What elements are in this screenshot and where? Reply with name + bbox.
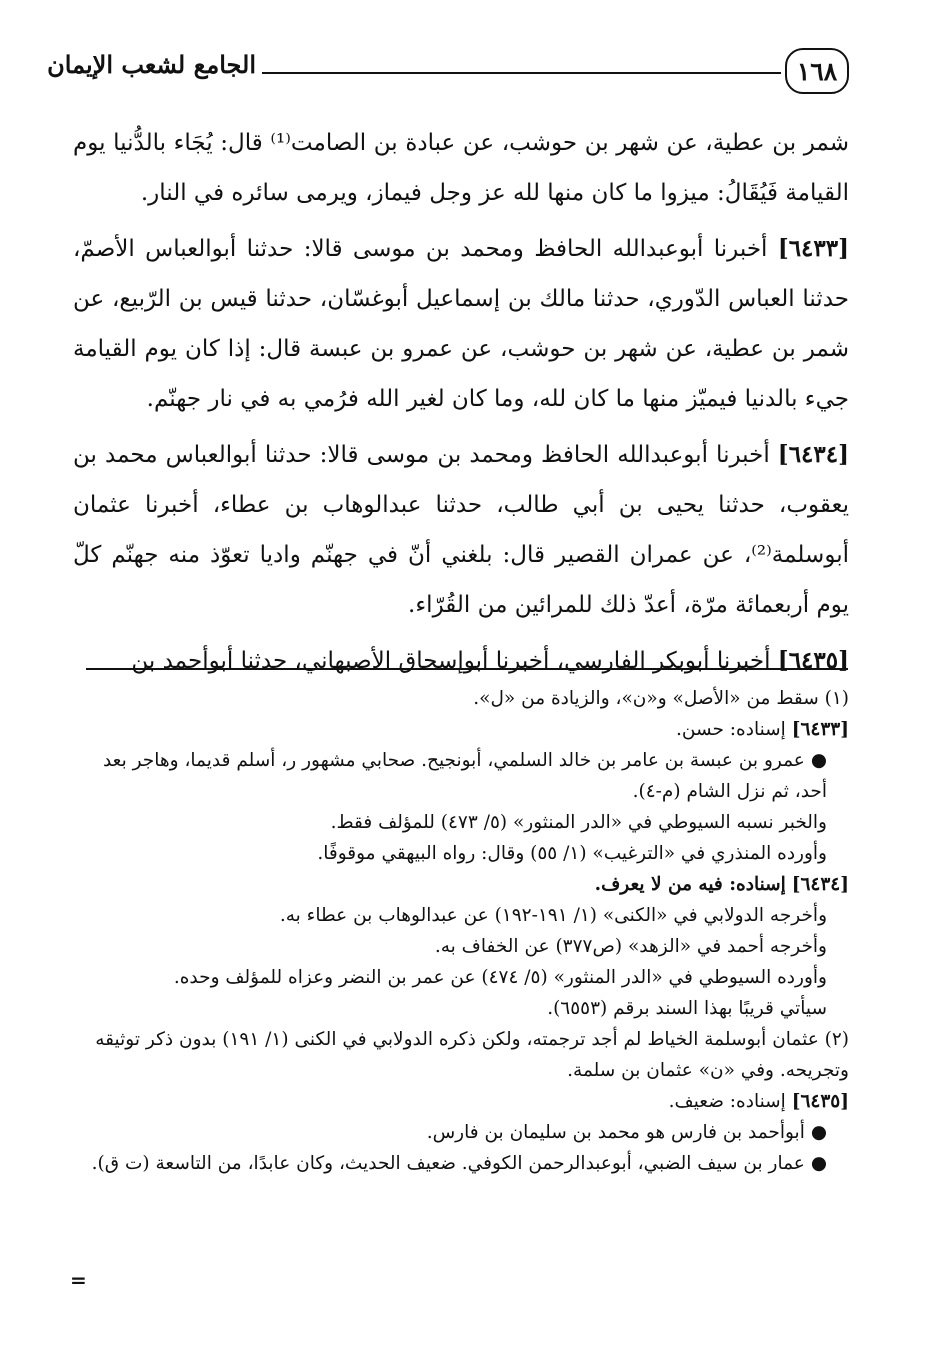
main-text (73, 118, 849, 692)
note-6433-line: وأورده المنذري في «الترغيب» (١/ ٥٥) وقال: رواه البيهقي موقوفًا. (317, 843, 827, 864)
note-6433-line: والخبر نسبه السيوطي في «الدر المنثور» (٥/ ٤٧٣) للمؤلف فقط. (330, 812, 827, 833)
hadith-6435 (73, 636, 849, 686)
note-6434-line: وأورده السيوطي في «الدر المنثور» (٥/ ٤٧٤) عن عمر بن النضر وعزاه للمؤلف وحده. (173, 967, 827, 988)
footnote-1: (١) سقط من «الأصل» و«ن»، والزيادة من «ل». (473, 688, 849, 709)
hadith-text: أخبرنا أبوبكر الفارسي، أخبرنا أبوإسحاق الأصبهاني، حدثنا أبوأحمد بن (131, 648, 771, 674)
note-text: أبوأحمد بن فارس هو محمد بن سليمان بن فارس. (426, 1122, 805, 1143)
note-number: [٦٤٣٣] (791, 719, 849, 740)
bullet-icon: ● (810, 1153, 827, 1174)
bullet-icon: ● (810, 1122, 827, 1143)
bullet-icon: ● (810, 750, 827, 771)
note-text: عمرو بن عبسة بن عامر بن خالد السلمي، أبونجيح. صحابي مشهور ر، أسلم قديما، وهاجر بعد أحد، ثم نزل الشام (م-٤). (102, 750, 827, 802)
hadith-6434 (73, 430, 849, 630)
continuation-mark: = (70, 1268, 87, 1292)
footnotes (73, 683, 849, 1179)
note-text: إسناده: فيه من لا يعرف. (594, 874, 786, 895)
hadith-6433 (73, 224, 849, 424)
note-number: [٦٤٣٥] (791, 1091, 849, 1112)
book-title: الجامع لشعب الإيمان (47, 50, 256, 79)
note-6433-bullet (73, 745, 849, 807)
note-6435-bullet (73, 1117, 849, 1148)
footnote-2: (٢) عثمان أبوسلمة الخياط لم أجد ترجمته، ولكن ذكره الدولابي في الكنى (١/ ١٩١) بدون ذكر توثيقه وتجريحه. وفي «ن» عثمان بن سلمة. (95, 1029, 849, 1081)
header-rule (262, 72, 781, 74)
note-number: [٦٤٣٤] (791, 874, 849, 895)
hadith-number: [٦٤٣٤] (777, 441, 849, 468)
hadith-text: أخبرنا أبوعبدالله الحافظ ومحمد بن موسى قالا: حدثنا أبوالعباس الأصمّ، حدثنا العباس الدّوري، حدثنا مالك بن إسماعيل أبوغسّان، حدثنا قيس بن الرّبيع، عن شمر بن عطية، عن شهر بن حوشب، عن عمرو بن عبسة قال: إذا كان يوم القيامة جيء بالدنيا فيميّز منها ما كان لله، وما كان لغير الله فرُمي به في نار جهنّم. (73, 236, 849, 412)
paragraph-continuation: شمر بن عطية، عن شهر بن حوشب، عن عبادة بن الصامت⁽¹⁾ قال: يُجَاء بالدُّنيا يوم القيامة فَيُقَالُ: ميزوا ما كان منها لله عز وجل فيماز، ويرمى سائره في النار. (73, 130, 849, 206)
note-6434-heading (73, 869, 849, 900)
note-text: إسناده: حسن. (676, 719, 786, 740)
note-6435-bullet (73, 1148, 849, 1179)
hadith-text: أخبرنا أبوعبدالله الحافظ ومحمد بن موسى قالا: حدثنا أبوالعباس محمد بن يعقوب، حدثنا يحيى بن أبي طالب، حدثنا عبدالوهاب بن عطاء، أخبرنا عثمان أبوسلمة⁽²⁾، عن عمران القصير قال: بلغني أنّ في جهنّم واديا تعوّذ منه جهنّم كلّ يوم أربعمائة مرّة، أعدّ ذلك للمرائين من القُرّاء. (73, 442, 849, 618)
footnote-separator (86, 668, 848, 670)
hadith-number: [٦٤٣٣] (777, 235, 850, 262)
note-6433-heading (73, 714, 849, 745)
hadith-number: [٦٤٣٥] (777, 647, 849, 674)
note-6434-line: وأخرجه الدولابي في «الكنى» (١/ ١٩١-١٩٢) عن عبدالوهاب بن عطاء به. (279, 905, 827, 926)
note-6435-heading (73, 1086, 849, 1117)
note-text: عمار بن سيف الضبي، أبوعبدالرحمن الكوفي. ضعيف الحديث، وكان عابدًا، من التاسعة (ت ق). (91, 1153, 805, 1174)
note-6434-line: وأخرجه أحمد في «الزهد» (ص٣٧٧) عن الخفاف به. (434, 936, 827, 957)
note-6434-line: سيأتي قريبًا بهذا السند برقم (٦٥٥٣). (547, 998, 827, 1019)
page-number: ١٦٨ (785, 48, 849, 94)
page-header (47, 40, 849, 104)
note-text: إسناده: ضعيف. (668, 1091, 786, 1112)
